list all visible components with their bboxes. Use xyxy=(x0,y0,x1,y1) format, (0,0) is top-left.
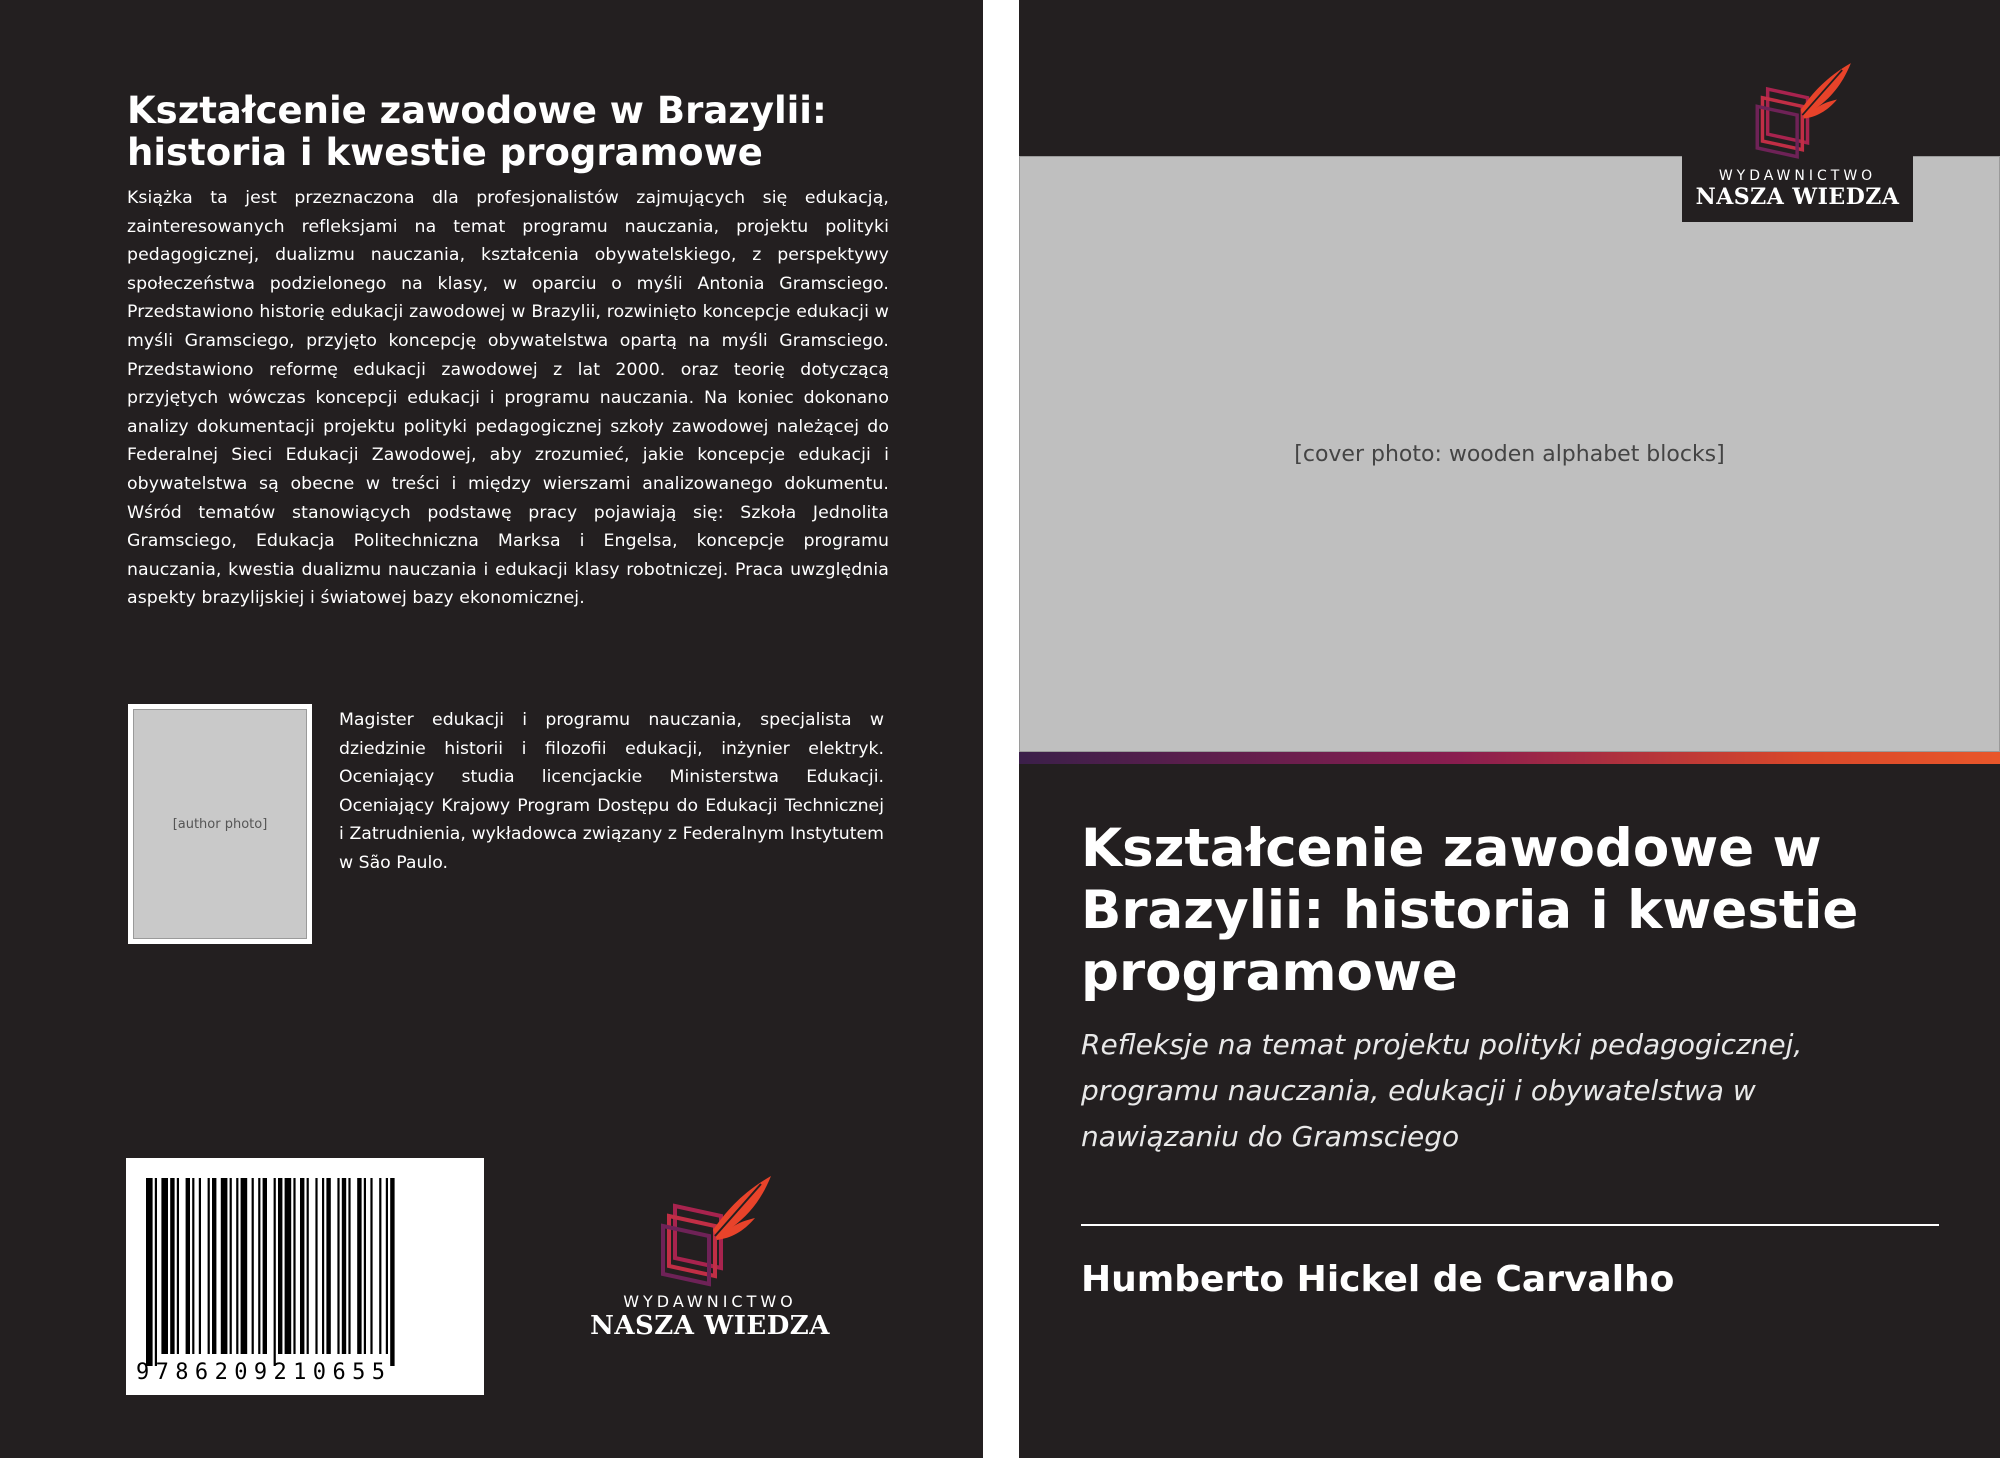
publisher-label-big: NASZA WIEDZA xyxy=(1695,184,1900,210)
front-cover-subtitle xyxy=(1081,1022,1921,1160)
publisher-label-small: WYDAWNICTWO xyxy=(1718,168,1877,184)
author-photo-placeholder: [author photo] xyxy=(133,709,307,939)
front-cover xyxy=(1019,0,2000,1458)
isbn-digits: 9786209210655 xyxy=(136,1360,392,1385)
front-title-line: programowe xyxy=(1081,942,1458,1003)
book-quill-icon xyxy=(1733,54,1863,164)
subtitle-line: Refleksje na temat projektu polityki pedagogicznej, xyxy=(1081,1028,1803,1061)
book-blurb: Książka ta jest przeznaczona dla profesjonalistów zajmujących się edukacją, zainteresowanych refleksjami na temat programu nauczania, projektu polityki pedagogicznej, dualizmu nauczania, kształcenia obywatelskiego, z perspektywy społeczeństwa podzielonego na klasy, w oparciu o myśli Antonia Gramsciego. Przedstawiono historię edukacji zawodowej w Brazylii, rozwinięto koncepcje edukacji w myśli Gramsciego, przyjęto koncepcję obywatelstwa opartą na myśli Gramsciego. Przedstawiono reformę edukacji zawodowej z lat 2000. oraz teorię dotyczącą przyjętych wówczas koncepcji edukacji i programu nauczania. Na koniec dokonano analizy dokumentacji projektu polityki pedagogicznej szkoły zawodowej należącej do Federalnej Sieci Edukacji Zawodowej, aby zrozumieć, jakie koncepcje edukacji i obywatelstwa są obecne w treści i między wierszami analizowanego dokumentu. Wśród tematów stanowiących podstawę pracy pojawiają się: Szkoła Jednolita Gramsciego, Edukacja Politechniczna Marksa i Engelsa, koncepcje programu nauczania, kwestia dualizmu nauczania i edukacji klasy robotniczej. Praca uwzględnia aspekty brazylijskiej i światowej bazy ekonomicznej. xyxy=(127,188,889,609)
back-title-line: historia i kwestie programowe xyxy=(127,131,763,174)
front-title-line: Brazylii: historia i kwestie xyxy=(1081,880,1859,941)
back-cover xyxy=(0,0,983,1458)
book-quill-icon xyxy=(635,1170,785,1288)
divider xyxy=(1081,1224,1939,1226)
subtitle-line: programu nauczania, edukacji i obywatelstwa w xyxy=(1081,1074,1756,1107)
publisher-logo-back xyxy=(585,1170,835,1360)
author-bio: Magister edukacji i programu nauczania, specjalista w dziedzinie historii i filozofii edukacji, inżynier elektryk. Oceniający studia licencjackie Ministerstwa Edukacji. Oceniający Krajowy Program Dostępu do Edukacji Technicznej i Zatrudnienia, wykładowca związany z Federalnym Instytutem w São Paulo. xyxy=(339,710,884,873)
author-photo xyxy=(128,704,312,944)
subtitle-line: nawiązaniu do Gramsciego xyxy=(1081,1120,1460,1153)
isbn-barcode xyxy=(126,1158,484,1395)
back-title-line: Kształcenie zawodowe w Brazylii: xyxy=(127,89,827,132)
front-title-line: Kształcenie zawodowe w xyxy=(1081,818,1822,879)
cover-image-placeholder: [cover photo: wooden alphabet blocks] xyxy=(1019,156,2000,752)
front-cover-author: Humberto Hickel de Carvalho xyxy=(1081,1259,1675,1300)
publisher-label-big: NASZA WIEDZA xyxy=(590,1311,830,1341)
front-cover-title xyxy=(1081,818,1961,1004)
color-stripe xyxy=(1019,752,2000,764)
back-cover-title xyxy=(127,90,887,174)
publisher-logo-front xyxy=(1682,46,1913,222)
publisher-label-small: WYDAWNICTWO xyxy=(623,1292,797,1311)
